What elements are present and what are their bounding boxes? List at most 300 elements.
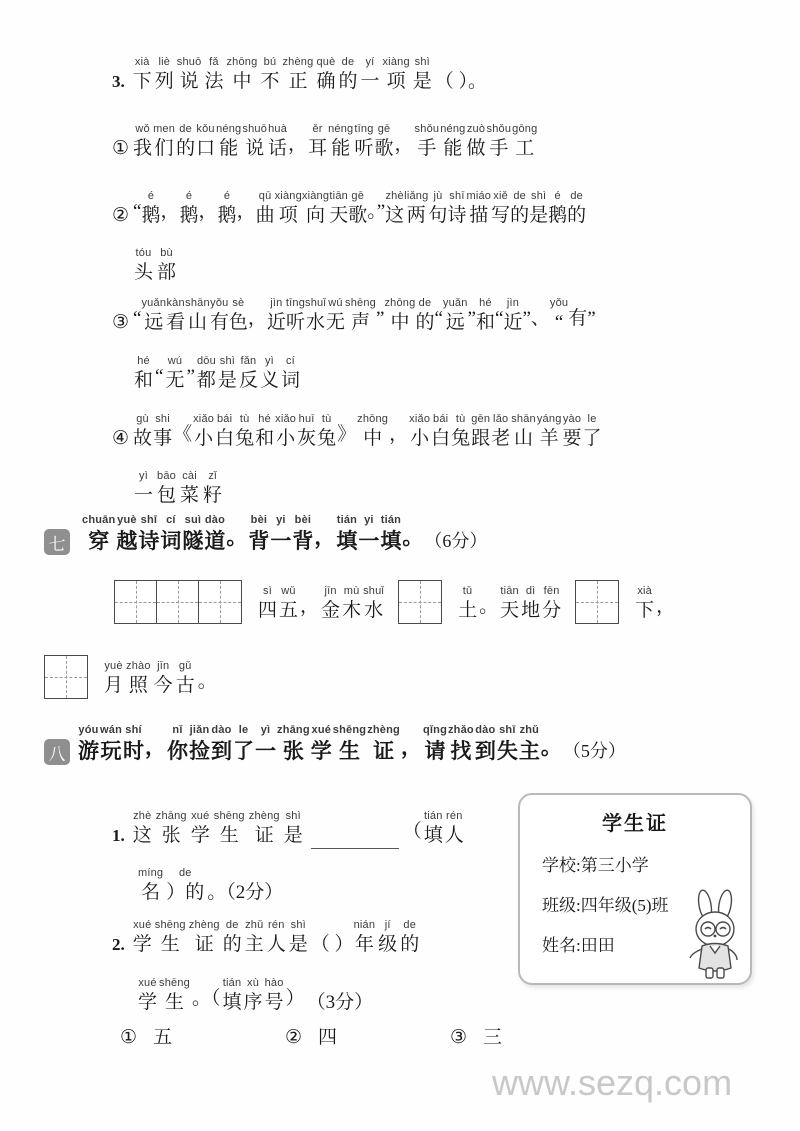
- hanzi: ，: [145, 735, 166, 759]
- hanzi: ，: [314, 525, 336, 549]
- ruby-char: [176, 659, 195, 699]
- option-line-ruby: [133, 118, 538, 162]
- hanzi: 能: [443, 138, 463, 159]
- ruby-char: [116, 513, 137, 555]
- hanzi: 反: [238, 370, 258, 391]
- hanzi: 是: [288, 934, 308, 955]
- hanzi: “: [434, 308, 443, 329]
- pinyin: xué: [138, 977, 157, 989]
- question-text-ruby: [138, 863, 207, 906]
- choice-label: 三: [483, 1027, 503, 1048]
- pinyin: de: [513, 190, 526, 202]
- option-marker: ②: [112, 205, 130, 226]
- hanzi: 。”: [367, 201, 386, 222]
- pinyin: tù: [239, 413, 250, 425]
- hanzi: 写: [491, 205, 511, 226]
- hanzi: 我: [133, 138, 153, 159]
- question-3-option-3: [112, 292, 596, 394]
- pinyin: shuō: [176, 56, 202, 68]
- ruby-char: [302, 189, 329, 229]
- ruby-char: [134, 246, 153, 286]
- id-card-label: 姓名:: [542, 936, 581, 955]
- pinyin: míng: [138, 867, 164, 879]
- pinyin: shī: [140, 514, 158, 526]
- pinyin: yóu: [78, 724, 99, 736]
- ruby-char: [133, 55, 152, 95]
- pinyin: é: [147, 190, 155, 202]
- ruby-char: [133, 292, 141, 332]
- pinyin: shì: [219, 355, 236, 367]
- pinyin: shēng: [332, 724, 367, 736]
- ruby-char: [337, 408, 356, 448]
- ruby-char: [317, 412, 336, 452]
- pinyin: tǔ: [462, 585, 473, 597]
- ruby-char: [458, 584, 477, 624]
- pinyin: yí: [365, 56, 375, 68]
- pinyin: zhōng: [384, 297, 416, 309]
- pinyin: wǒ: [135, 123, 150, 135]
- pinyin: de: [341, 56, 355, 68]
- ruby-char: [367, 723, 400, 765]
- ruby-char: [466, 122, 485, 162]
- tianzige-grid[interactable]: [44, 655, 88, 699]
- ruby-char: [288, 118, 307, 158]
- hanzi: 下: [132, 71, 152, 92]
- pinyin: bāo: [157, 470, 176, 482]
- tianzige-grid[interactable]: [398, 580, 442, 624]
- hanzi: 这: [132, 825, 152, 846]
- hanzi: 《: [173, 424, 193, 445]
- hanzi: “: [133, 308, 142, 329]
- choice-option[interactable]: [285, 1025, 450, 1051]
- pinyin: xià: [637, 585, 652, 597]
- pinyin: wú: [167, 355, 183, 367]
- hanzi: 词: [280, 370, 300, 391]
- ruby-char: [529, 189, 548, 229]
- hanzi: 时: [123, 739, 144, 763]
- hanzi: ，: [198, 201, 218, 222]
- section-7-answer-line-1: [114, 580, 677, 624]
- ruby-char: [242, 122, 267, 162]
- pinyin: shuǐ: [305, 297, 327, 309]
- ruby-char: [197, 354, 216, 394]
- hanzi: 游: [78, 739, 99, 763]
- id-card-label: 班级:: [542, 896, 581, 915]
- hanzi: ”: [522, 308, 531, 329]
- ruby-char: [248, 513, 269, 555]
- hanzi: 做: [466, 138, 486, 159]
- hanzi: 一: [134, 485, 154, 506]
- hanzi: 白: [431, 428, 451, 449]
- pinyin: chuān: [82, 514, 116, 526]
- pinyin: rén: [446, 810, 463, 822]
- hanzi: 小: [194, 428, 214, 449]
- ruby-char: [138, 513, 159, 555]
- ruby-char: [267, 296, 286, 336]
- hanzi: 有: [568, 308, 588, 329]
- hanzi: 声: [351, 312, 371, 333]
- ruby-char: [157, 246, 176, 286]
- ruby-char: [145, 719, 166, 761]
- choice-label: 五: [153, 1027, 173, 1048]
- ruby-char: [531, 292, 550, 332]
- pinyin: miáo: [466, 190, 492, 202]
- hanzi: ）: [285, 988, 305, 1009]
- hanzi: （: [402, 821, 422, 842]
- ruby-char: [229, 296, 248, 336]
- pinyin: shì: [290, 919, 306, 931]
- ruby-char: [82, 513, 115, 555]
- ruby-char: [326, 296, 345, 336]
- pinyin: bèi: [294, 514, 312, 526]
- ruby-char: [367, 185, 385, 225]
- ruby-char: [400, 918, 419, 958]
- hanzi: 是: [529, 205, 549, 226]
- pinyin: jìn: [506, 297, 520, 309]
- ruby-char: [223, 918, 242, 958]
- ruby-char: [445, 809, 464, 849]
- ruby-char: [199, 185, 218, 225]
- pinyin: le: [238, 724, 249, 736]
- hanzi: “: [155, 366, 164, 387]
- pinyin: ěr: [312, 123, 323, 135]
- pinyin: tián: [336, 514, 358, 526]
- hanzi: 是: [412, 71, 432, 92]
- hanzi: 色: [228, 312, 248, 333]
- pinyin: yi: [364, 514, 374, 526]
- choice-marker: ①: [120, 1027, 138, 1048]
- pinyin: suì: [184, 514, 202, 526]
- pinyin: shēng: [213, 810, 245, 822]
- pinyin: tiān: [500, 585, 519, 597]
- pinyin: shuǐ: [363, 585, 385, 597]
- ruby-char: [275, 189, 302, 229]
- pinyin: hào: [264, 977, 284, 989]
- ruby-char: [260, 55, 279, 95]
- tianzige-cell[interactable]: [157, 581, 199, 623]
- pinyin: é: [185, 190, 193, 202]
- ruby-char: [226, 55, 257, 95]
- ruby-char: [185, 296, 210, 336]
- ruby-char: [160, 513, 181, 555]
- hanzi: 的: [415, 312, 435, 333]
- question-1-points: 。（2分）: [207, 882, 284, 903]
- hanzi: 序: [243, 992, 263, 1013]
- hanzi: 到: [474, 739, 496, 763]
- pinyin: yuè: [117, 514, 137, 526]
- hanzi: 地: [521, 600, 541, 621]
- pinyin: tīng: [354, 123, 374, 135]
- ruby-char: [305, 296, 326, 336]
- id-card-title: 学生证: [602, 813, 668, 835]
- ruby-char: [133, 918, 152, 958]
- ruby-char: [153, 122, 175, 162]
- answer-blank[interactable]: [311, 826, 399, 849]
- section-7-answer-line-2: [44, 655, 220, 699]
- hanzi: 天: [329, 205, 349, 226]
- question-2-choices: [120, 1025, 520, 1051]
- ruby-char: [428, 189, 447, 229]
- option-line-ruby: [133, 185, 586, 229]
- hanzi: 部: [157, 262, 177, 283]
- ruby-char: [587, 292, 595, 332]
- hanzi: 白: [215, 428, 235, 449]
- hanzi: 照: [128, 675, 148, 696]
- pinyin: jīn: [324, 585, 337, 597]
- pinyin: shēng: [154, 919, 186, 931]
- ruby-char: [434, 292, 442, 332]
- pinyin: shì: [531, 190, 547, 202]
- pinyin: xiǎo: [409, 413, 431, 425]
- hanzi: 到: [211, 739, 232, 763]
- ruby-char: [218, 189, 237, 229]
- pinyin: shǒu: [414, 123, 440, 135]
- ruby-char: [440, 122, 465, 162]
- pinyin: huī: [298, 413, 315, 425]
- option-line-ruby: [133, 408, 603, 452]
- pinyin: néng: [440, 123, 466, 135]
- tianzige-cell[interactable]: [399, 581, 441, 623]
- pinyin: sì: [263, 585, 272, 597]
- ruby-char: [424, 809, 443, 849]
- ruby-char: [308, 122, 327, 162]
- ruby-char: [447, 189, 466, 229]
- ruby-char: [345, 296, 376, 336]
- tianzige-grid[interactable]: [114, 580, 242, 624]
- tianzige-cell[interactable]: [115, 581, 157, 623]
- question-text-ruby: [133, 806, 307, 849]
- pinyin: hé: [137, 355, 150, 367]
- ruby-char: [279, 584, 298, 624]
- hanzi: 生: [219, 825, 239, 846]
- pinyin: kǒu: [196, 123, 215, 135]
- ruby-char: [159, 976, 190, 1016]
- ruby-char: [297, 412, 316, 452]
- ruby-char: [395, 118, 414, 158]
- section-8-points: （5分）: [562, 741, 626, 761]
- pinyin: le: [587, 413, 597, 425]
- ruby-char: [237, 185, 256, 225]
- pinyin: gǔ: [178, 660, 192, 672]
- ruby-char: [431, 412, 450, 452]
- ruby-char: [476, 296, 495, 336]
- pinyin: gōng: [512, 123, 538, 135]
- choice-option[interactable]: [120, 1025, 285, 1051]
- ruby-char: [500, 584, 519, 624]
- question-3-stem-ruby: [133, 52, 435, 95]
- ruby-char: [249, 809, 280, 849]
- ruby-char: [289, 918, 308, 958]
- pinyin: lǎo: [493, 413, 509, 425]
- question-number: 1.: [112, 826, 125, 845]
- pinyin: yì: [264, 355, 274, 367]
- hanzi: 菜: [180, 485, 200, 506]
- option-line-ruby: [134, 243, 180, 286]
- pinyin: xià: [134, 56, 150, 68]
- hanzi: 们: [154, 138, 174, 159]
- ruby-char: [244, 976, 263, 1016]
- hanzi: 山: [514, 428, 534, 449]
- option-marker: ④: [112, 428, 130, 449]
- id-card-value: 四年级(5)班: [580, 896, 669, 915]
- ruby-char: [491, 189, 510, 229]
- ruby-char: [182, 513, 203, 555]
- ruby-char: [233, 723, 254, 765]
- ruby-char: [189, 723, 210, 765]
- pinyin: què: [316, 56, 336, 68]
- hanzi: 中: [232, 71, 252, 92]
- hanzi: 生: [338, 739, 360, 763]
- ruby-char: [491, 412, 510, 452]
- pinyin: cài: [182, 470, 197, 482]
- question-3-stem: [112, 52, 487, 95]
- hanzi: 义: [259, 370, 279, 391]
- pinyin: zhāng: [277, 724, 310, 736]
- hanzi: 学: [310, 739, 332, 763]
- ruby-char: [479, 580, 498, 620]
- ruby-char: [497, 723, 518, 765]
- ruby-char: [521, 584, 540, 624]
- ruby-char: [357, 412, 388, 452]
- ruby-char: [495, 292, 503, 332]
- hanzi: 句: [428, 205, 448, 226]
- ruby-char: [376, 292, 384, 332]
- hanzi: 证: [373, 739, 395, 763]
- hanzi: 一: [255, 739, 276, 763]
- tianzige-cell[interactable]: [576, 581, 618, 623]
- pinyin: tián: [222, 977, 242, 989]
- pinyin: yáng: [536, 413, 562, 425]
- hanzi: ，: [300, 596, 320, 617]
- hanzi: 小: [276, 428, 296, 449]
- pinyin: tián: [424, 810, 443, 822]
- hanzi: 确: [316, 71, 336, 92]
- hanzi: 事: [153, 428, 173, 449]
- ruby-char: [321, 584, 340, 624]
- pinyin: liè: [158, 56, 171, 68]
- pinyin: shi: [155, 413, 170, 425]
- tianzige-cell[interactable]: [45, 656, 87, 698]
- hanzi: ，: [389, 424, 409, 445]
- pinyin: dōu: [196, 355, 216, 367]
- pinyin: yuǎn: [141, 297, 167, 309]
- ruby-char: [133, 412, 152, 452]
- ruby-char: [635, 584, 654, 624]
- ruby-char: [260, 354, 279, 394]
- hanzi: 不: [260, 71, 280, 92]
- ruby-char: [511, 412, 536, 452]
- ruby-char: [537, 412, 562, 452]
- pinyin: zuò: [466, 123, 486, 135]
- ruby-char: [403, 805, 422, 845]
- hanzi: ”: [587, 308, 596, 329]
- ruby-char: [245, 918, 264, 958]
- answer-bracket[interactable]: （ ）: [310, 934, 354, 955]
- pinyin: shēng: [345, 297, 377, 309]
- pinyin: gù: [136, 413, 149, 425]
- hanzi: 能: [219, 138, 239, 159]
- pinyin: qǐng: [422, 724, 447, 736]
- hanzi: 远: [445, 312, 465, 333]
- ruby-char: [284, 809, 303, 849]
- ruby-char: [385, 189, 404, 229]
- ruby-char: [133, 185, 141, 225]
- hanzi: 远: [144, 312, 164, 333]
- pinyin: tù: [455, 413, 466, 425]
- poem-fragment-ruby: [258, 580, 386, 624]
- hanzi: 。: [540, 735, 562, 759]
- pinyin: tián: [380, 514, 402, 526]
- hanzi: 证: [194, 934, 214, 955]
- ruby-char: [378, 918, 397, 958]
- hanzi: 法: [204, 71, 224, 92]
- id-card-row-school: [542, 851, 750, 876]
- pinyin: zhōng: [357, 413, 389, 425]
- pinyin: hé: [258, 413, 271, 425]
- ruby-char: [328, 122, 353, 162]
- ruby-char: [166, 866, 204, 906]
- pinyin: xiàng: [274, 190, 302, 202]
- section-8-title-ruby: [78, 712, 563, 765]
- pinyin: bù: [160, 247, 173, 259]
- pinyin: de: [570, 190, 583, 202]
- hanzi: 填: [222, 992, 242, 1013]
- hanzi: 山: [187, 312, 207, 333]
- pinyin: huà: [268, 123, 288, 135]
- hanzi: 一: [270, 529, 292, 553]
- pinyin: zhè: [133, 810, 152, 822]
- ruby-char: [338, 55, 357, 95]
- hanzi: 听: [354, 138, 374, 159]
- tianzige-grid[interactable]: [575, 580, 619, 624]
- hanzi: 和: [475, 312, 495, 333]
- pinyin: gē: [351, 190, 365, 202]
- pinyin: wú: [328, 297, 343, 309]
- pinyin: xué: [191, 810, 210, 822]
- choice-marker: ③: [450, 1027, 468, 1048]
- hanzi: 证: [254, 825, 274, 846]
- ruby-char: [192, 972, 221, 1012]
- pinyin: kàn: [166, 297, 185, 309]
- poem-fragment-ruby: [458, 580, 563, 624]
- ruby-char: [275, 412, 296, 452]
- pinyin: zhāng: [155, 810, 187, 822]
- pinyin: xiàng: [301, 190, 330, 202]
- pinyin: men: [153, 123, 176, 135]
- ruby-char: [401, 719, 422, 761]
- hanzi: 的: [510, 205, 530, 226]
- tianzige-cell[interactable]: [199, 581, 241, 623]
- ruby-char: [358, 513, 379, 555]
- ruby-char: [468, 292, 476, 332]
- pinyin: mù: [343, 585, 360, 597]
- hanzi: 包: [157, 485, 177, 506]
- choice-option[interactable]: [450, 1025, 502, 1051]
- ruby-char: [360, 55, 379, 95]
- ruby-char: [311, 723, 332, 765]
- pinyin: shì: [414, 56, 430, 68]
- ruby-char: [235, 412, 254, 452]
- ruby-char: [216, 122, 241, 162]
- ruby-char: [563, 412, 582, 452]
- ruby-char: [443, 296, 468, 336]
- hanzi: “: [554, 312, 564, 333]
- hanzi: 金: [321, 600, 341, 621]
- question-text-ruby: [354, 915, 423, 958]
- hanzi: ，: [656, 596, 676, 617]
- hanzi: ”: [467, 308, 476, 329]
- hanzi: 看: [166, 312, 186, 333]
